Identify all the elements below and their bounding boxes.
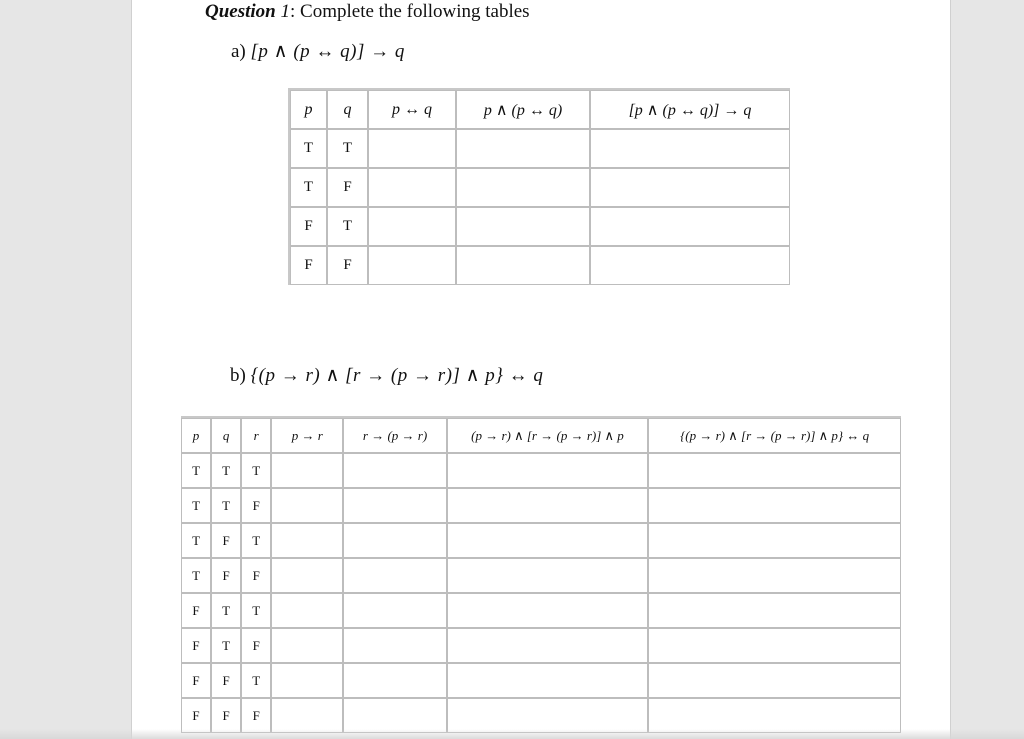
- table-b-answer-cell[interactable]: [648, 698, 901, 733]
- table-b-value-cell: T: [241, 663, 271, 698]
- truth-table-a: [288, 88, 790, 285]
- table-b-value-cell: T: [211, 628, 241, 663]
- table-b-value-cell: F: [241, 488, 271, 523]
- table-a-answer-cell[interactable]: [368, 168, 456, 207]
- table-b-value-cell: T: [241, 453, 271, 488]
- table-b-value-cell: T: [181, 523, 211, 558]
- table-b-answer-cell[interactable]: [343, 663, 446, 698]
- table-b-row: [181, 523, 901, 558]
- table-b-value-cell: F: [181, 593, 211, 628]
- table-a-header-row: [290, 90, 790, 129]
- table-b-answer-cell[interactable]: [271, 628, 343, 663]
- table-b-row: [181, 698, 901, 733]
- bottom-shadow: [0, 729, 1024, 739]
- table-a-row: [290, 207, 790, 246]
- question-text: : Complete the following tables: [290, 1, 530, 22]
- table-b-header-cell: r → (p → r): [343, 418, 446, 453]
- table-b-row: [181, 488, 901, 523]
- table-a-answer-cell[interactable]: [590, 207, 790, 246]
- table-b-header-cell: p: [181, 418, 211, 453]
- table-b-answer-cell[interactable]: [447, 628, 649, 663]
- table-b-answer-cell[interactable]: [447, 593, 649, 628]
- table-b-value-cell: T: [181, 488, 211, 523]
- table-b-answer-cell[interactable]: [343, 488, 446, 523]
- table-b-answer-cell[interactable]: [271, 698, 343, 733]
- part-a-label: a): [231, 41, 246, 62]
- table-b-header-cell: p → r: [271, 418, 343, 453]
- table-a-row: [290, 168, 790, 207]
- table-b-answer-cell[interactable]: [648, 488, 901, 523]
- table-b-value-cell: F: [241, 628, 271, 663]
- table-b-header-cell: r: [241, 418, 271, 453]
- table-b-value-cell: F: [181, 698, 211, 733]
- table-a-row: [290, 129, 790, 168]
- table-b-row: [181, 453, 901, 488]
- table-b-answer-cell[interactable]: [271, 488, 343, 523]
- table-a-answer-cell[interactable]: [456, 168, 590, 207]
- table-a-answer-cell[interactable]: [368, 207, 456, 246]
- table-a-value-cell: F: [327, 246, 368, 285]
- table-b-row: [181, 593, 901, 628]
- table-b-header-cell: q: [211, 418, 241, 453]
- part-b-heading: [230, 364, 543, 387]
- table-a-value-cell: T: [327, 129, 368, 168]
- table-b-answer-cell[interactable]: [343, 698, 446, 733]
- table-b-answer-cell[interactable]: [447, 663, 649, 698]
- table-b-value-cell: F: [211, 663, 241, 698]
- table-b-value-cell: F: [181, 663, 211, 698]
- table-a-answer-cell[interactable]: [456, 246, 590, 285]
- table-a-header-cell: q: [327, 90, 368, 129]
- table-b-value-cell: T: [211, 593, 241, 628]
- table-b-value-cell: F: [211, 698, 241, 733]
- table-a-header-cell: p: [290, 90, 327, 129]
- table-b-header-cell: (p → r) ∧ [r → (p → r)] ∧ p: [447, 418, 649, 453]
- table-a-row: [290, 246, 790, 285]
- table-b-value-cell: F: [241, 558, 271, 593]
- table-a-header-cell: [p ∧ (p ↔ q)] → q: [590, 90, 790, 129]
- table-a-answer-cell[interactable]: [456, 207, 590, 246]
- table-b-answer-cell[interactable]: [648, 453, 901, 488]
- table-a-header-cell: p ∧ (p ↔ q): [456, 90, 590, 129]
- table-b-row: [181, 628, 901, 663]
- table-b-answer-cell[interactable]: [648, 558, 901, 593]
- table-b-value-cell: F: [181, 628, 211, 663]
- table-b-answer-cell[interactable]: [271, 593, 343, 628]
- table-b-value-cell: T: [211, 488, 241, 523]
- table-b-answer-cell[interactable]: [648, 663, 901, 698]
- table-b-value-cell: T: [181, 558, 211, 593]
- table-b-answer-cell[interactable]: [447, 698, 649, 733]
- table-a-value-cell: T: [327, 207, 368, 246]
- part-a-heading: [231, 40, 405, 63]
- table-b-value-cell: T: [211, 453, 241, 488]
- table-b-answer-cell[interactable]: [447, 488, 649, 523]
- truth-table-b: [181, 416, 901, 733]
- table-b-header-row: [181, 418, 901, 453]
- table-a-answer-cell[interactable]: [368, 246, 456, 285]
- table-b-value-cell: F: [241, 698, 271, 733]
- table-b-header-cell: {(p → r) ∧ [r → (p → r)] ∧ p} ↔ q: [648, 418, 901, 453]
- table-b-answer-cell[interactable]: [343, 593, 446, 628]
- table-a-value-cell: F: [327, 168, 368, 207]
- table-b-value-cell: T: [241, 523, 271, 558]
- table-b-row: [181, 663, 901, 698]
- table-b-value-cell: T: [181, 453, 211, 488]
- table-b-answer-cell[interactable]: [447, 558, 649, 593]
- table-b-value-cell: F: [211, 558, 241, 593]
- table-a-answer-cell[interactable]: [368, 129, 456, 168]
- table-a-value-cell: T: [290, 129, 327, 168]
- table-a-answer-cell[interactable]: [590, 168, 790, 207]
- question-number: 1: [280, 1, 290, 22]
- table-b-answer-cell[interactable]: [648, 523, 901, 558]
- part-a-expression: [p ∧ (p ↔ q)] → q: [250, 41, 405, 62]
- table-a-answer-cell[interactable]: [456, 129, 590, 168]
- table-b-answer-cell[interactable]: [648, 628, 901, 663]
- table-b-answer-cell[interactable]: [271, 558, 343, 593]
- table-b-answer-cell[interactable]: [343, 523, 446, 558]
- table-b-answer-cell[interactable]: [343, 558, 446, 593]
- table-a-value-cell: F: [290, 207, 327, 246]
- table-a-value-cell: T: [290, 168, 327, 207]
- table-b-answer-cell[interactable]: [648, 593, 901, 628]
- table-b-answer-cell[interactable]: [447, 523, 649, 558]
- table-a-value-cell: F: [290, 246, 327, 285]
- table-a-header-cell: p ↔ q: [368, 90, 456, 129]
- table-a-answer-cell[interactable]: [590, 129, 790, 168]
- table-a-answer-cell[interactable]: [590, 246, 790, 285]
- table-b-value-cell: F: [211, 523, 241, 558]
- table-b-answer-cell[interactable]: [343, 628, 446, 663]
- part-b-label: b): [230, 365, 246, 386]
- table-b-answer-cell[interactable]: [271, 663, 343, 698]
- question-label: Question: [205, 1, 276, 22]
- table-b-answer-cell[interactable]: [271, 523, 343, 558]
- question-title: [205, 1, 530, 23]
- part-b-expression: {(p → r) ∧ [r → (p → r)] ∧ p} ↔ q: [250, 365, 544, 386]
- table-b-answer-cell[interactable]: [271, 453, 343, 488]
- table-b-value-cell: T: [241, 593, 271, 628]
- table-b-answer-cell[interactable]: [447, 453, 649, 488]
- table-b-answer-cell[interactable]: [343, 453, 446, 488]
- table-b-row: [181, 558, 901, 593]
